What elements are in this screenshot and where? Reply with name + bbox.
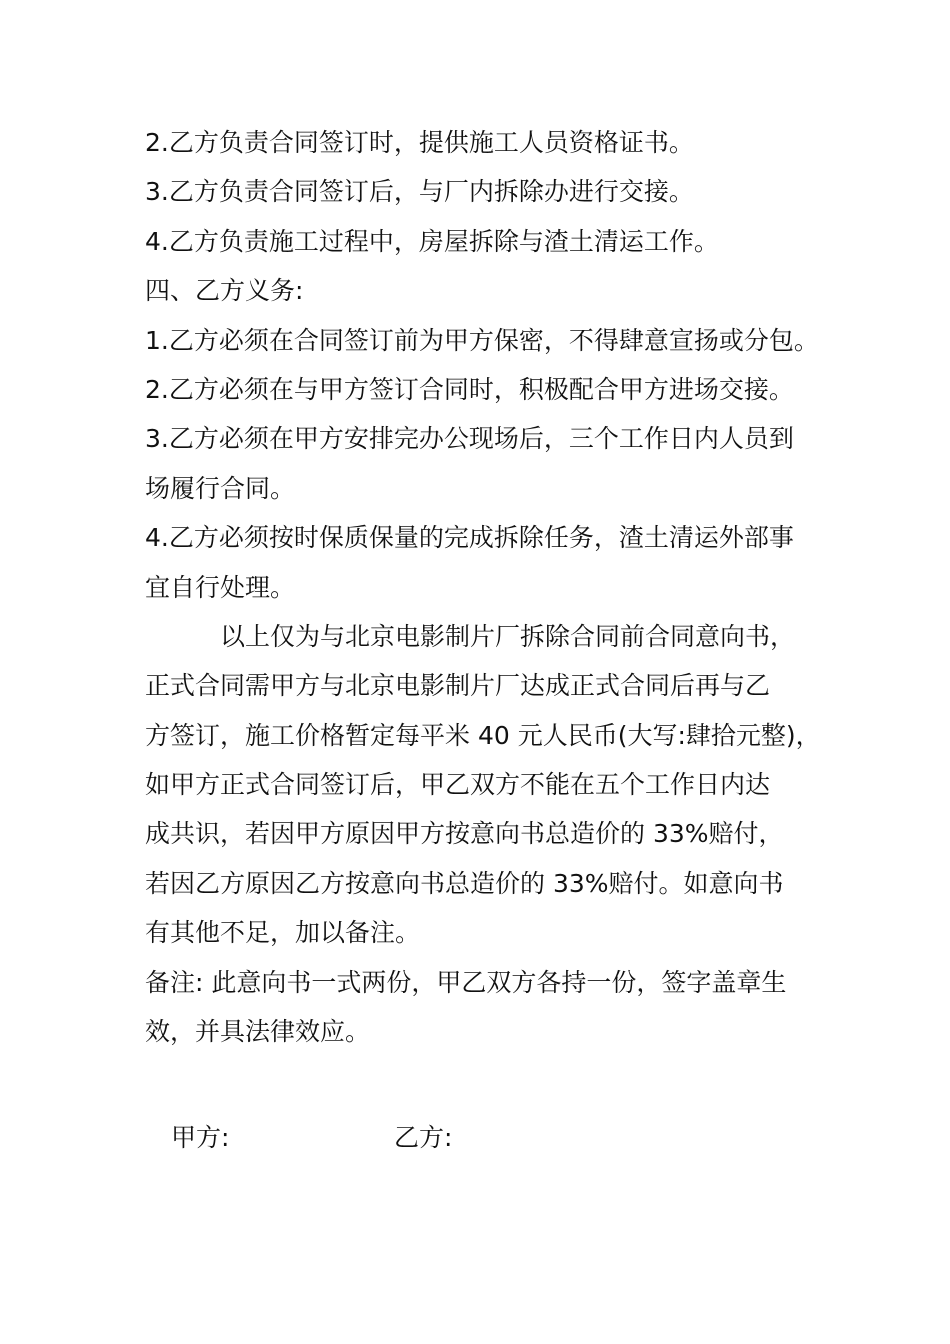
signature-party-b: 乙方:	[394, 1123, 453, 1152]
section-heading-obligations: 四、乙方义务:	[145, 276, 304, 306]
contract-body	[145, 118, 825, 1056]
remark-line-1: 备注: 此意向书一式两份，甲乙双方各持一份，签字盖章生	[145, 967, 787, 997]
summary-paragraph-line-3: 方签订，施工价格暂定每平米 40 元人民币(大写:肆拾元整)，	[145, 720, 821, 750]
obligation-2: 2.乙方必须在与甲方签订合同时，积极配合甲方进场交接。	[145, 374, 794, 404]
summary-paragraph-line-6: 若因乙方原因乙方按意向书总造价的 33%赔付。如意向书	[145, 868, 784, 898]
clause-3-responsibility: 3.乙方负责合同签订后，与厂内拆除办进行交接。	[145, 177, 694, 207]
summary-paragraph-line-1: 以上仅为与北京电影制片厂拆除合同前合同意向书，	[220, 621, 796, 651]
clause-2-responsibility: 2.乙方负责合同签订时，提供施工人员资格证书。	[145, 128, 694, 157]
obligation-4-line-2: 宜自行处理。	[145, 572, 296, 602]
summary-paragraph-line-4: 如甲方正式合同签订后，甲乙双方不能在五个工作日内达	[145, 770, 771, 800]
remark-line-2: 效，并具法律效应。	[145, 1017, 371, 1047]
obligation-1: 1.乙方必须在合同签订前为甲方保密，不得肆意宣扬或分包。	[145, 325, 819, 355]
signature-party-a: 甲方:	[171, 1123, 230, 1152]
summary-paragraph-line-7: 有其他不足，加以备注。	[145, 918, 421, 948]
obligation-3-line-1: 3.乙方必须在甲方安排完办公现场后，三个工作日内人员到	[145, 424, 794, 454]
clause-4-responsibility: 4.乙方负责施工过程中，房屋拆除与渣土清运工作。	[145, 226, 719, 256]
summary-paragraph-line-5: 成共识，若因甲方原因甲方按意向书总造价的 33%赔付，	[145, 819, 784, 849]
summary-paragraph-line-2: 正式合同需甲方与北京电影制片厂达成正式合同后再与乙	[145, 671, 771, 701]
obligation-4-line-1: 4.乙方必须按时保质保量的完成拆除任务，渣土清运外部事	[145, 523, 794, 553]
obligation-3-line-2: 场履行合同。	[145, 473, 296, 503]
